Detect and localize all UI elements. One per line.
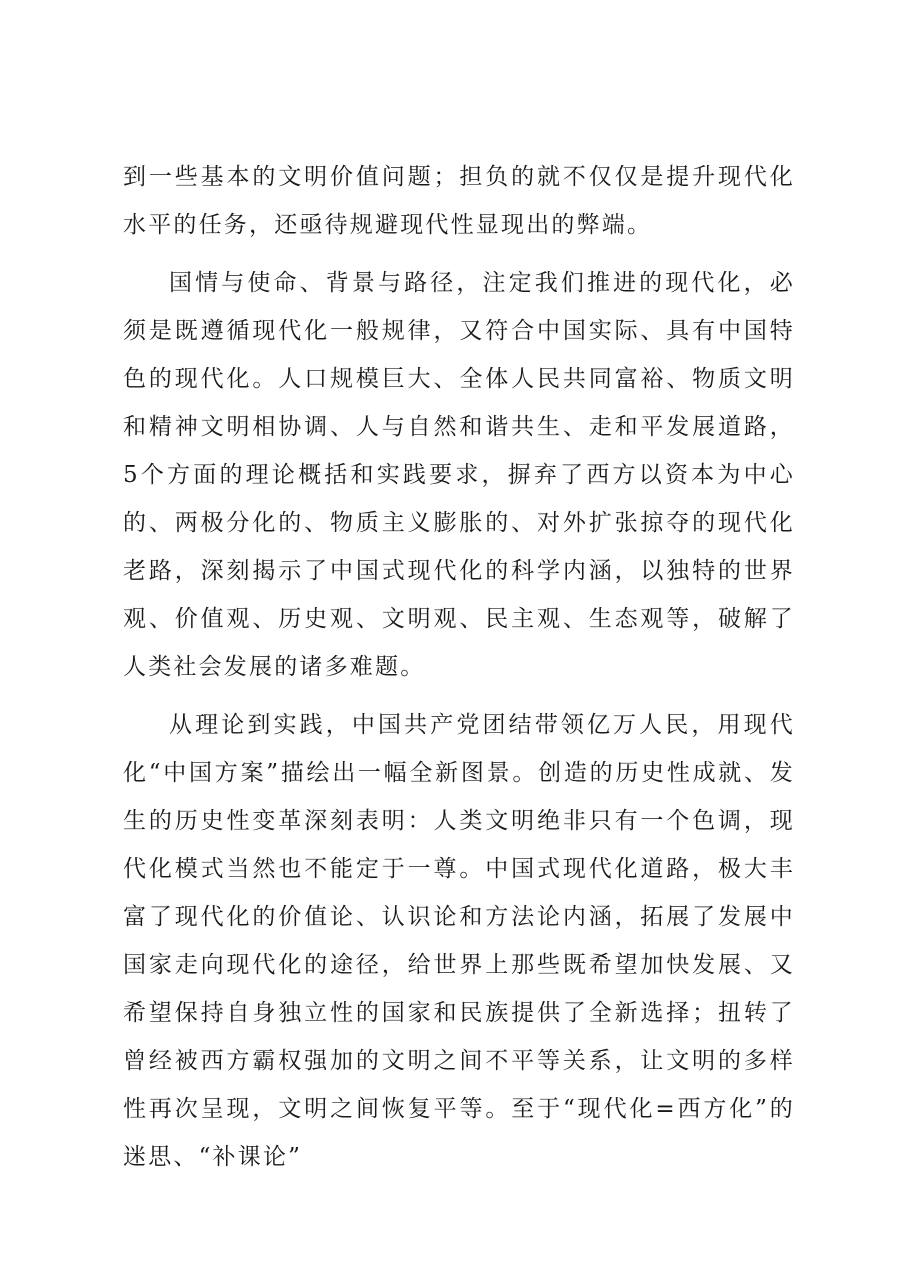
- paragraph-theory-to-practice: 从理论到实践，中国共产党团结带领亿万人民，用现代化“中国方案”描绘出一幅全新图景。创造的历史性成就、发生的历史性变革深刻表明：人类文明绝非只有一个色调，现代化模式当然也不能定于一尊。中国式现代化道路，极大丰富了现代化的价值论、认识论和方法论内涵，拓展了发展中国家走向现代化的途径，给世界上那些既希望加快发展、又希望保持自身独立性的国家和民族提供了全新选择；扭转了曾经被西方霸权强加的文明之间不平等关系，让文明的多样性再次呈现，文明之间恢复平等。至于“现代化=西方化”的迷思、“补课论”: [123, 712, 795, 1170]
- document-body: [123, 153, 795, 1181]
- paragraph-national-conditions: 国情与使命、背景与路径，注定我们推进的现代化，必须是既遵循现代化一般规律，又符合中国实际、具有中国特色的现代化。人口规模巨大、全体人民共同富裕、物质文明和精神文明相协调、人与自然和谐共生、走和平发展道路，5个方面的理论概括和实践要求，摒弃了西方以资本为中心的、两极分化的、物质主义膨胀的、对外扩张掠夺的现代化老路，深刻揭示了中国式现代化的科学内涵，以独特的世界观、价值观、历史观、文明观、民主观、生态观等，破解了人类社会发展的诸多难题。: [123, 270, 795, 680]
- paragraph-continuation: 到一些基本的文明价值问题；担负的就不仅仅是提升现代化水平的任务，还亟待规避现代性显现出的弊端。: [123, 164, 795, 238]
